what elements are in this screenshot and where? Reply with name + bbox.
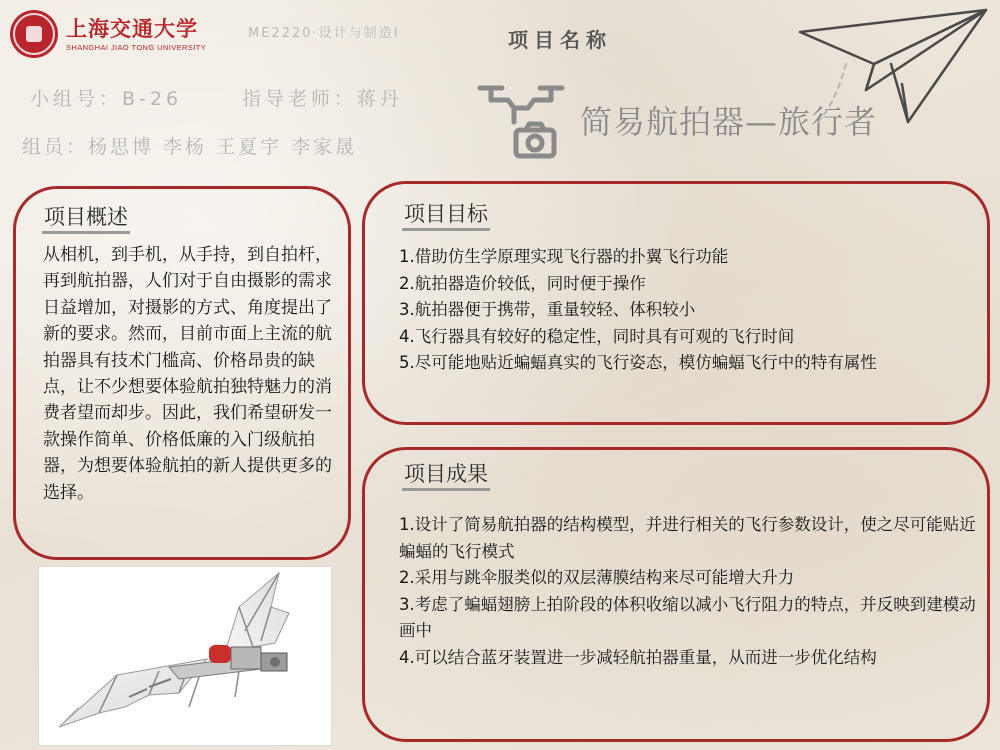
result-item: 1.设计了简易航拍器的结构模型，并进行相关的飞行参数设计，使之尽可能贴近蝙蝠的飞行模式 bbox=[399, 515, 976, 561]
sjtu-seal-icon bbox=[10, 10, 58, 58]
results-panel bbox=[362, 447, 990, 742]
result-item: 2.采用与跳伞服类似的双层薄膜结构来尽可能增大升力 bbox=[399, 568, 795, 587]
university-name-en: SHANGHAI JIAO TONG UNIVERSITY bbox=[66, 42, 207, 52]
goals-list bbox=[399, 244, 979, 377]
results-title: 项目成果 bbox=[402, 460, 490, 491]
paper-plane-icon bbox=[796, 4, 992, 126]
overview-panel bbox=[13, 186, 351, 560]
goal-item: 4.飞行器具有较好的稳定性，同时具有可观的飞行时间 bbox=[399, 326, 795, 346]
team-members: 组员：杨思博 李杨 王夏宇 李家晟 bbox=[22, 136, 358, 158]
goals-panel bbox=[362, 181, 990, 425]
project-name: 简易航拍器—旅行者 bbox=[580, 103, 878, 141]
university-logo bbox=[10, 8, 210, 60]
group-number: 小组号：B-26 bbox=[30, 88, 183, 110]
goals-title: 项目目标 bbox=[402, 200, 490, 231]
result-item: 3.考虑了蝙蝠翅膀上拍阶段的体积收缩以减小飞行阻力的特点，并反映到建模动画中 bbox=[399, 594, 976, 640]
goal-item: 1.借助仿生学原理实现飞行器的扑翼飞行功能 bbox=[399, 247, 729, 266]
goal-item: 5.尽可能地贴近蝙蝠真实的飞行姿态，模仿蝙蝠飞行中的特有属性 bbox=[399, 353, 877, 372]
overview-title: 项目概述 bbox=[42, 203, 130, 234]
results-list bbox=[399, 512, 981, 671]
drone-camera-icon bbox=[476, 78, 566, 160]
result-item: 4.可以结合蓝牙装置进一步减轻航拍器重量，从而进一步优化结构 bbox=[399, 647, 877, 667]
university-name-cn: 上海交通大学 bbox=[66, 15, 198, 41]
project-name-label: 项目名称 bbox=[508, 28, 612, 52]
goal-item: 2.航拍器造价较低，同时便于操作 bbox=[399, 273, 646, 293]
advisor: 指导老师：蒋丹 bbox=[242, 88, 404, 110]
goal-item: 3.航拍器便于携带，重量较轻、体积较小 bbox=[399, 300, 696, 319]
overview-body: 从相机，到手机，从手持，到自拍杆，再到航拍器，人们对于自由摄影的需求日益增加，对摄影的方式、角度提出了新的要求。然而，目前市面上主流的航拍器具有技术门槛高、价格昂贵的缺点，让不少想要体验航拍独特魅力的消费者望而却步。因此，我们希望研发一款操作简单、价格低廉的入门级航拍器，为想要体验航拍的新人提供更多的选择。 bbox=[43, 245, 332, 503]
bat-drone-model-image bbox=[38, 566, 332, 746]
course-code: ME2220·设计与制造Ⅰ bbox=[248, 26, 400, 41]
